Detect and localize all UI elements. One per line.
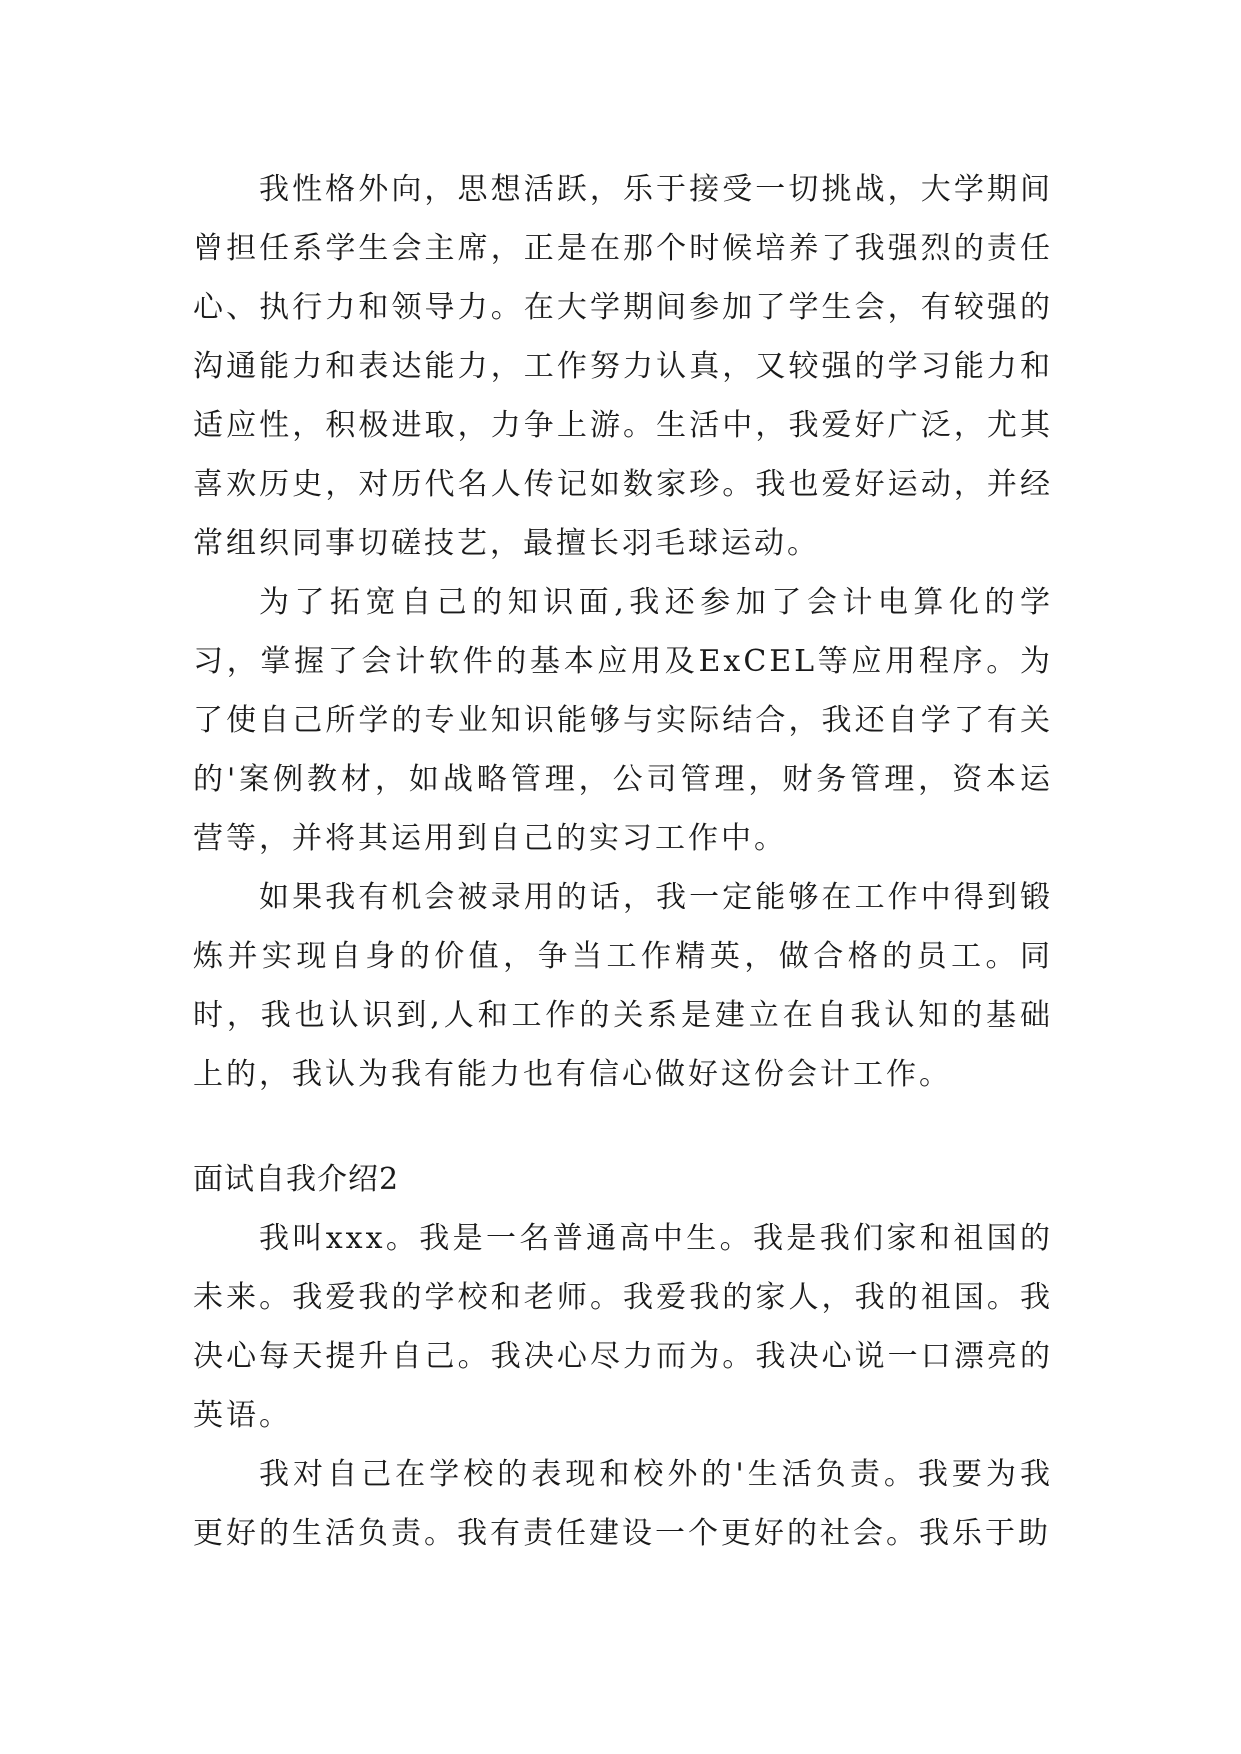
paragraph-employment: 如果我有机会被录用的话，我一定能够在工作中得到锻炼并实现自身的价值，争当工作精英，做合格的员工。同时，我也认识到,人和工作的关系是建立在自我认知的基础上的，我认为我有能力也有信心做好这份会计工作。 <box>193 880 1053 1092</box>
document-body <box>193 160 1053 1563</box>
section-heading: 面试自我介绍2 <box>193 1162 400 1197</box>
paragraph-knowledge: 为了拓宽自己的知识面,我还参加了会计电算化的学习，掌握了会计软件的基本应用及ExCEL等应用程序。为了使自己所学的专业知识能够与实际结合，我还自学了有关的'案例教材，如战略管理，公司管理，财务管理，资本运营等，并将其运用到自己的实习工作中。 <box>193 585 1053 856</box>
paragraph-personality: 我性格外向，思想活跃，乐于接受一切挑战，大学期间曾担任系学生会主席，正是在那个时候培养了我强烈的责任心、执行力和领导力。在大学期间参加了学生会，有较强的沟通能力和表达能力，工作努力认真，又较强的学习能力和适应性，积极进取，力争上游。生活中，我爱好广泛，尤其喜欢历史，对历代名人传记如数家珍。我也爱好运动，并经常组织同事切磋技艺，最擅长羽毛球运动。 <box>193 172 1053 561</box>
paragraph-introduction: 我叫xxx。我是一名普通高中生。我是我们家和祖国的未来。我爱我的学校和老师。我爱我的家人，我的祖国。我决心每天提升自己。我决心尽力而为。我决心说一口漂亮的英语。 <box>193 1221 1053 1433</box>
paragraph-responsibility: 我对自己在学校的表现和校外的'生活负责。我要为我更好的生活负责。我有责任建设一个更好的社会。我乐于助 <box>193 1457 1053 1551</box>
